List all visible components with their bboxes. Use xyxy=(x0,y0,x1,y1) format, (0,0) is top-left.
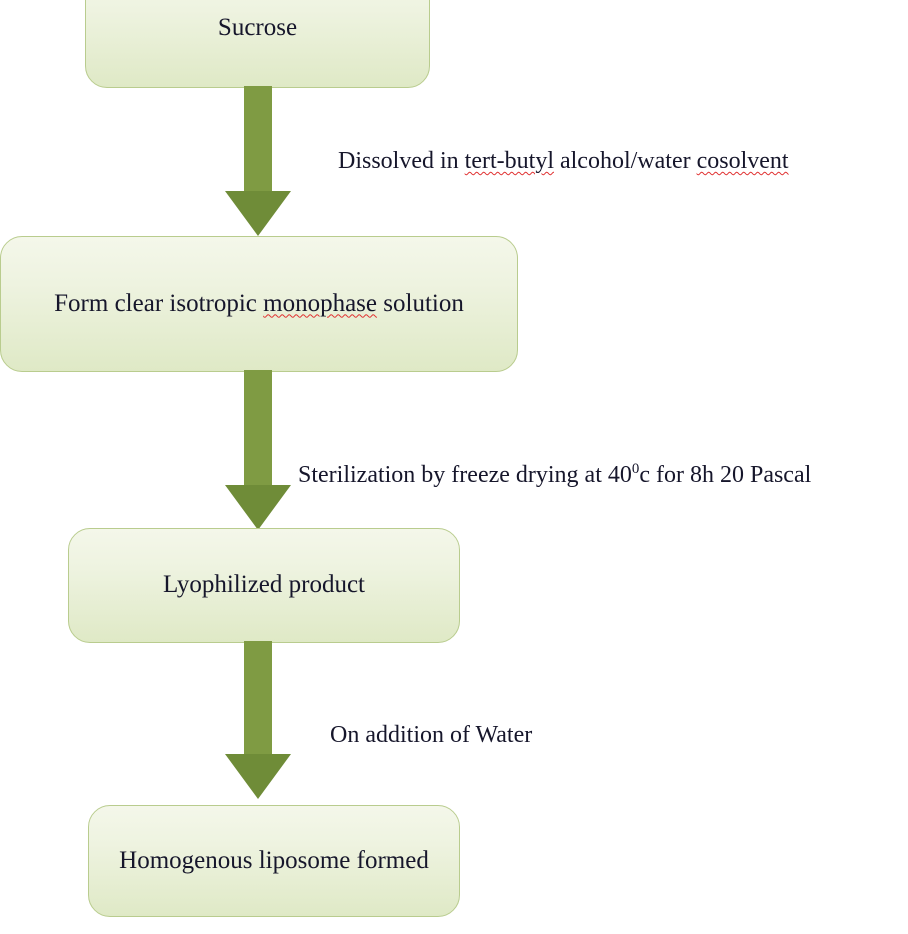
flow-node-sucrose[interactable] xyxy=(85,0,430,88)
flow-node-sucrose-label: Sucrose xyxy=(217,13,298,41)
flow-node-lyophilized-label: Lyophilized product xyxy=(162,571,366,599)
arrow-monophase-to-lyophilized xyxy=(225,370,291,530)
arrow-lyophilized-to-liposome xyxy=(225,641,291,799)
flow-node-liposome[interactable] xyxy=(88,805,460,917)
flow-node-liposome-label: Homogenous liposome formed xyxy=(119,846,429,874)
edge-caption-dissolved: Dissolved in tert-butyl alcohol/water cosolvent xyxy=(338,148,789,174)
flow-node-monophase[interactable] xyxy=(0,236,518,372)
edge-caption-water: On addition of Water xyxy=(330,722,533,748)
edge-caption-sterilization: Sterilization by freeze drying at $40^0c$ for 8h 20 Pascal xyxy=(298,461,812,488)
flow-node-lyophilized[interactable] xyxy=(68,528,460,643)
arrow-sucrose-to-monophase xyxy=(225,86,291,236)
flow-node-monophase-label: Form clear isotropic monophase solution xyxy=(54,289,464,317)
